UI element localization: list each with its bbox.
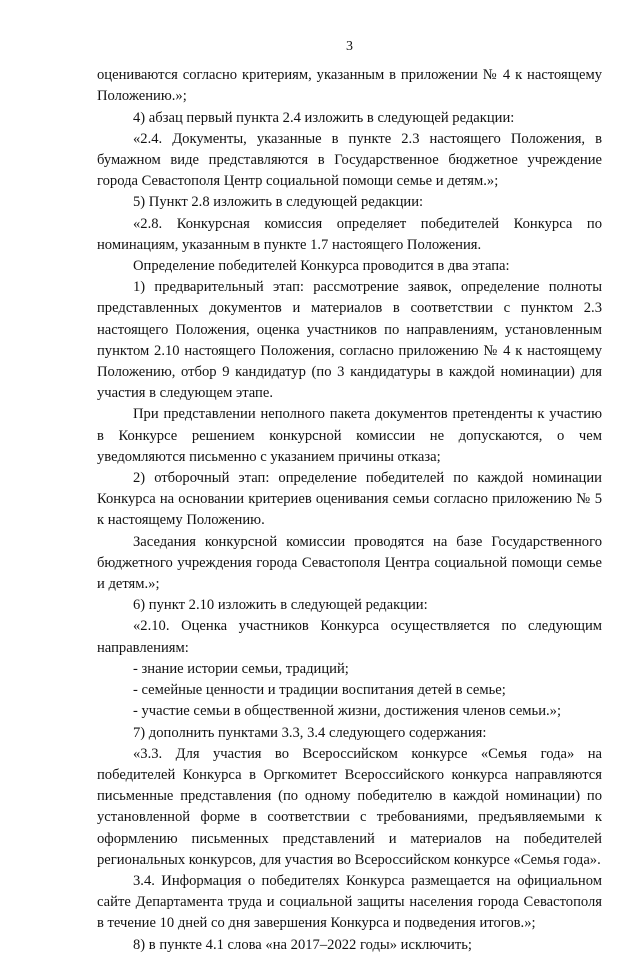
paragraph: 8) в пункте 4.1 слова «на 2017–2022 годы» исключить; [133, 936, 472, 953]
paragraph: Определение победителей Конкурса проводится в два этапа: [133, 258, 510, 275]
paragraph: «2.10. Оценка участников Конкурса осуществляется по следующим направлениям: [97, 618, 602, 656]
page-number: 3 [346, 39, 353, 54]
paragraph: - семейные ценности и традиции воспитания детей в семье; [133, 682, 506, 699]
paragraph: Заседания конкурсной комиссии проводятся на базе Государственного бюджетного учреждения города Севастополя Центра социальной помощи семье и детям.»; [97, 533, 602, 593]
paragraph: 7) дополнить пунктами 3.3, 3.4 следующего содержания: [133, 724, 487, 741]
paragraph: 5) Пункт 2.8 изложить в следующей редакции: [133, 194, 424, 211]
paragraph: 4) абзац первый пункта 2.4 изложить в следующей редакции: [133, 109, 515, 126]
paragraph: 1) предварительный этап: рассмотрение заявок, определение полноты представленных документов и материалов в соответствии с пунктом 2.3 настоящего Положения, оценка участников по направлениям, установленным пунктом 2.10 настоящего Положения, согласно приложению № 4 к настоящему Положению, отбор 9 кандидатур (по 3 кандидатуры в каждой номинации) для участия в следующем этапе. [97, 279, 602, 402]
paragraph: «2.4. Документы, указанные в пункте 2.3 настоящего Положения, в бумажном виде представляются в Государственное бюджетное учреждение города Севастополя Центр социальной помощи семье и детям.»; [97, 130, 602, 190]
paragraph: «2.8. Конкурсная комиссия определяет победителей Конкурса по номинациям, указанным в пункте 1.7 настоящего Положения. [97, 215, 602, 253]
paragraph: 2) отборочный этап: определение победителей по каждой номинации Конкурса на основании критериев оценивания семьи согласно приложению № 5 к настоящему Положению. [97, 470, 602, 529]
document-body [97, 65, 602, 956]
document-page [97, 36, 602, 956]
paragraph: 6) пункт 2.10 изложить в следующей редакции: [133, 597, 428, 614]
paragraph: «3.3. Для участия во Всероссийском конкурсе «Семья года» на победителей Конкурса в Оргкомитет Всероссийского конкурса направляются письменные представления (по одному победителю в каждой номинации) по установленной форме в соответствии с требованиями, предъявляемыми к оформлению письменных представлений и материалов на победителей региональных конкурсов, для участия во Всероссийском конкурсе «Семья года». [97, 745, 602, 868]
paragraph: - знание истории семьи, традиций; [133, 660, 349, 677]
paragraph: оцениваются согласно критериям, указанным в приложении № 4 к настоящему Положению.»; [97, 67, 602, 105]
paragraph: При представлении неполного пакета документов претенденты к участию в Конкурсе решением конкурсной комиссии не допускаются, о чем уведомляются письменно с указанием причины отказа; [97, 406, 602, 465]
paragraph: 3.4. Информация о победителях Конкурса размещается на официальном сайте Департамента труда и социальной защиты населения города Севастополя в течение 10 дней со дня завершения Конкурса и подведения итогов.»; [97, 872, 602, 932]
paragraph: - участие семьи в общественной жизни, достижения членов семьи.»; [133, 703, 562, 720]
